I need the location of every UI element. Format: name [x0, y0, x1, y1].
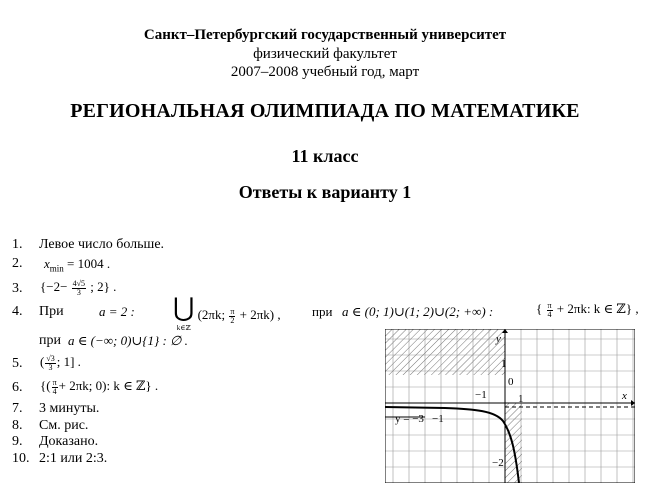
q4-fraction-pi-2 — [229, 308, 235, 325]
y-tick-neg-2: −2 — [492, 457, 504, 469]
answer-number-9: 9. — [12, 434, 23, 449]
q3-denominator: 3 — [76, 287, 81, 297]
q5-close: ; 1] . — [56, 354, 81, 369]
answer-9-text: Доказано. — [39, 434, 99, 449]
q4-fraction-pi-4 — [547, 302, 553, 319]
answer-5-formula — [40, 354, 81, 372]
y-axis-label: y — [496, 333, 501, 345]
q4-pri-1: При — [39, 304, 64, 319]
q4-solution-set — [536, 301, 639, 319]
olympiad-title: РЕГИОНАЛЬНАЯ ОЛИМПИАДА ПО МАТЕМАТИКЕ — [70, 100, 580, 122]
q2-value: = 1004 . — [67, 256, 111, 271]
q3-fraction — [72, 280, 86, 297]
shaded-region-bottom — [505, 403, 522, 483]
tick-neg-1-low: −1 — [432, 413, 444, 425]
answer-number-3: 3. — [12, 281, 23, 296]
q3-prefix: {−2− — [40, 279, 68, 294]
union-symbol: ⋃ — [173, 293, 195, 322]
answer-number-10: 10. — [12, 451, 30, 466]
q4-condition-1: a = 2 : — [99, 304, 135, 319]
q4-condition-3: a ∈ (−∞; 0)∪{1} : ∅ . — [68, 333, 188, 348]
q6-fraction — [52, 379, 58, 396]
q2-subscript: min — [49, 263, 64, 274]
function-graph — [385, 329, 635, 483]
union-index: k∈ℤ — [176, 324, 191, 332]
q4-two: 2 — [230, 315, 235, 325]
answer-number-2: 2. — [12, 256, 23, 271]
answer-number-7: 7. — [12, 401, 23, 416]
answer-2-formula — [44, 256, 110, 274]
x-tick-neg-1: −1 — [475, 389, 487, 401]
q3-numerator: 4√5 — [72, 278, 86, 288]
academic-year: 2007–2008 учебный год, март — [230, 64, 420, 80]
answer-10-text: 2:1 или 2:3. — [39, 451, 108, 466]
answer-3-formula — [40, 279, 116, 297]
answers-title: Ответы к варианту 1 — [238, 182, 412, 202]
q3-suffix: ; 2} . — [90, 279, 117, 294]
q4-interval-start: (2πk; — [197, 306, 226, 322]
grade-title: 11 класс — [291, 146, 359, 166]
q4-pi: π — [230, 306, 235, 316]
q5-open: ( — [40, 354, 45, 369]
y-tick-1: 1 — [501, 358, 507, 370]
shaded-region-top-left — [385, 329, 505, 375]
q4-union-expression — [173, 293, 281, 334]
answer-8-text: См. рис. — [39, 418, 89, 433]
q4-four: 4 — [547, 309, 552, 319]
q6-open: {( — [40, 378, 51, 393]
answer-number-8: 8. — [12, 418, 23, 433]
answer-number-5: 5. — [12, 356, 23, 371]
q5-denominator: 3 — [48, 362, 53, 372]
q4-condition-2: a ∈ (0; 1)∪(1; 2)∪(2; +∞) : — [342, 304, 494, 319]
q6-pi: π — [52, 377, 57, 387]
answer-number-6: 6. — [12, 380, 23, 395]
q4-interval-end: + 2πk) , — [239, 306, 281, 322]
answer-6-formula — [40, 378, 158, 396]
x-axis-label: x — [622, 390, 627, 402]
q5-fraction — [45, 355, 55, 372]
q4-set-rest: + 2πk: k ∈ ℤ} , — [556, 301, 639, 316]
q4-pri-2: при — [312, 304, 333, 319]
university-name: Санкт–Петербургский государственный университет — [143, 27, 507, 43]
origin-label: 0 — [508, 376, 514, 388]
faculty-name: физический факультет — [253, 46, 397, 62]
q5-numerator: √3 — [46, 353, 55, 363]
q4-set-open: { — [536, 301, 543, 316]
q4-pi-b: π — [547, 300, 552, 310]
asymptote-label: y = −3 — [395, 413, 424, 425]
answer-7-text: 3 минуты. — [39, 401, 100, 416]
answer-number-4: 4. — [12, 304, 23, 319]
answer-1-text: Левое число больше. — [39, 237, 165, 252]
q6-rest: + 2πk; 0): k ∈ ℤ} . — [58, 378, 159, 393]
q6-four: 4 — [52, 386, 57, 396]
q2-variable: x — [44, 256, 50, 271]
x-tick-1: 1 — [518, 393, 524, 405]
q4-pri-3: при — [39, 333, 61, 348]
answer-number-1: 1. — [12, 237, 23, 252]
